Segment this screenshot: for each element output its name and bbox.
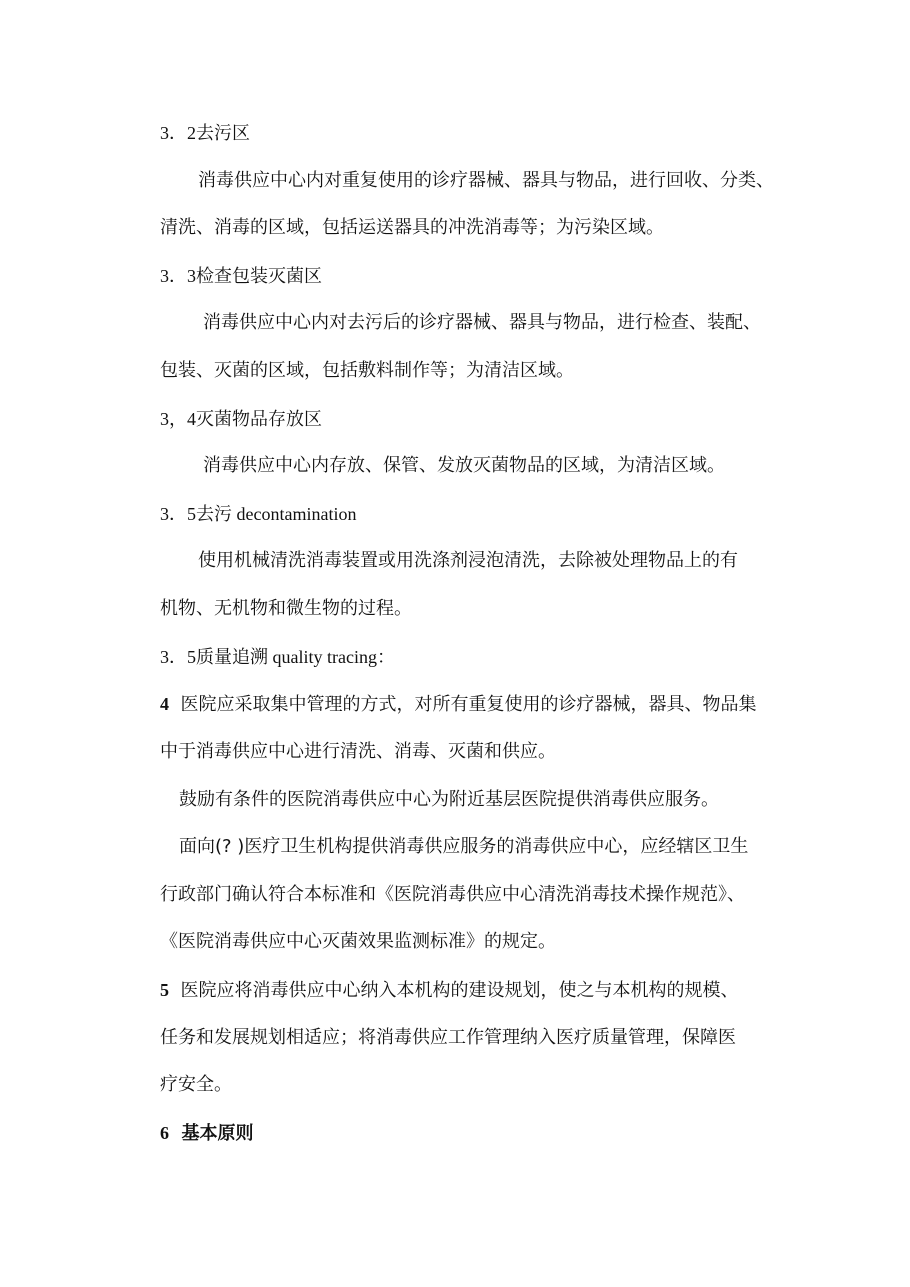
paragraph-line	[160, 883, 760, 907]
section-title: 灭菌物品存放区	[196, 409, 322, 430]
clause-text: 医院应采取集中管理的方式，对所有重复使用的诊疗器械，器具、物品集	[180, 694, 757, 715]
paragraph-text: 消毒供应中心内对去污后的诊疗器械、器具与物品，进行检查、装配、	[203, 312, 761, 333]
paragraph-line	[160, 930, 760, 954]
section-number: 3．5	[160, 504, 196, 524]
paragraph-line	[198, 549, 798, 573]
paragraph-text: 使用机械清洗消毒装置或用洗涤剂浸泡清洗，去除被处理物品上的有	[198, 550, 738, 571]
paragraph-text: 消毒供应中心内对重复使用的诊疗器械、器具与物品，进行回收、分类、	[198, 170, 774, 191]
paragraph-line	[160, 1026, 760, 1050]
clause-text: 医院应将消毒供应中心纳入本机构的建设规划，使之与本机构的规模、	[180, 980, 739, 1001]
section-english-term: decontamination	[232, 504, 357, 524]
paragraph-line	[160, 740, 760, 764]
section-3-4-heading	[160, 407, 760, 432]
paragraph-line	[179, 835, 779, 859]
section-3-2-heading	[160, 121, 760, 146]
paragraph-text: 任务和发展规划相适应；将消毒供应工作管理纳入医疗质量管理，保障医	[160, 1027, 736, 1048]
section-3-3-heading	[160, 264, 760, 289]
section-number: 3．3	[160, 266, 196, 286]
paragraph-line	[203, 311, 803, 335]
paragraph-text: 清洗、消毒的区域，包括运送器具的冲洗消毒等；为污染区域。	[160, 217, 664, 238]
section-title: 去污区	[196, 123, 250, 144]
section-number: 3．2	[160, 123, 196, 143]
paragraph-line	[160, 597, 760, 621]
paragraph-line	[160, 1073, 760, 1097]
clause-number: 5	[160, 980, 169, 1000]
section-title: 去污	[196, 504, 232, 525]
paragraph-line	[160, 359, 760, 383]
paragraph-text: 面向(? )医疗卫生机构提供消毒供应服务的消毒供应中心，应经辖区卫生	[179, 836, 749, 857]
paragraph-text: 《医院消毒供应中心灭菌效果监测标准》的规定。	[160, 931, 556, 952]
clause-6-heading	[160, 1121, 760, 1146]
clause-title: 基本原则	[181, 1123, 254, 1144]
section-number: 3，4	[160, 409, 196, 429]
clause-4-line	[160, 692, 760, 717]
paragraph-text: 消毒供应中心内存放、保管、发放灭菌物品的区域，为清洁区域。	[203, 455, 725, 476]
clause-5-line	[160, 978, 760, 1003]
section-3-5-quality-heading	[160, 645, 760, 670]
paragraph-text: 机物、无机物和微生物的过程。	[160, 598, 412, 619]
paragraph-text: 中于消毒供应中心进行清洗、消毒、灭菌和供应。	[160, 741, 556, 762]
section-3-5-heading	[160, 502, 760, 527]
paragraph-text: 包装、灭菌的区域，包括敷料制作等；为清洁区域。	[160, 360, 574, 381]
section-title: 检查包装灭菌区	[196, 266, 322, 287]
section-english-term: quality tracing	[268, 647, 377, 667]
paragraph-text: 疗安全。	[160, 1074, 232, 1095]
section-number: 3．5	[160, 647, 196, 667]
section-title: 质量追溯	[196, 647, 268, 668]
paragraph-text: 行政部门确认符合本标准和《医院消毒供应中心清洗消毒技术操作规范》、	[160, 884, 745, 905]
paragraph-line	[203, 454, 803, 478]
paragraph-line	[160, 216, 760, 240]
clause-number: 6	[160, 1123, 169, 1143]
section-colon: ：	[376, 647, 395, 668]
paragraph-text: 鼓励有条件的医院消毒供应中心为附近基层医院提供消毒供应服务。	[179, 789, 719, 810]
clause-number: 4	[160, 694, 169, 714]
paragraph-line	[179, 788, 779, 812]
paragraph-line	[198, 169, 798, 193]
